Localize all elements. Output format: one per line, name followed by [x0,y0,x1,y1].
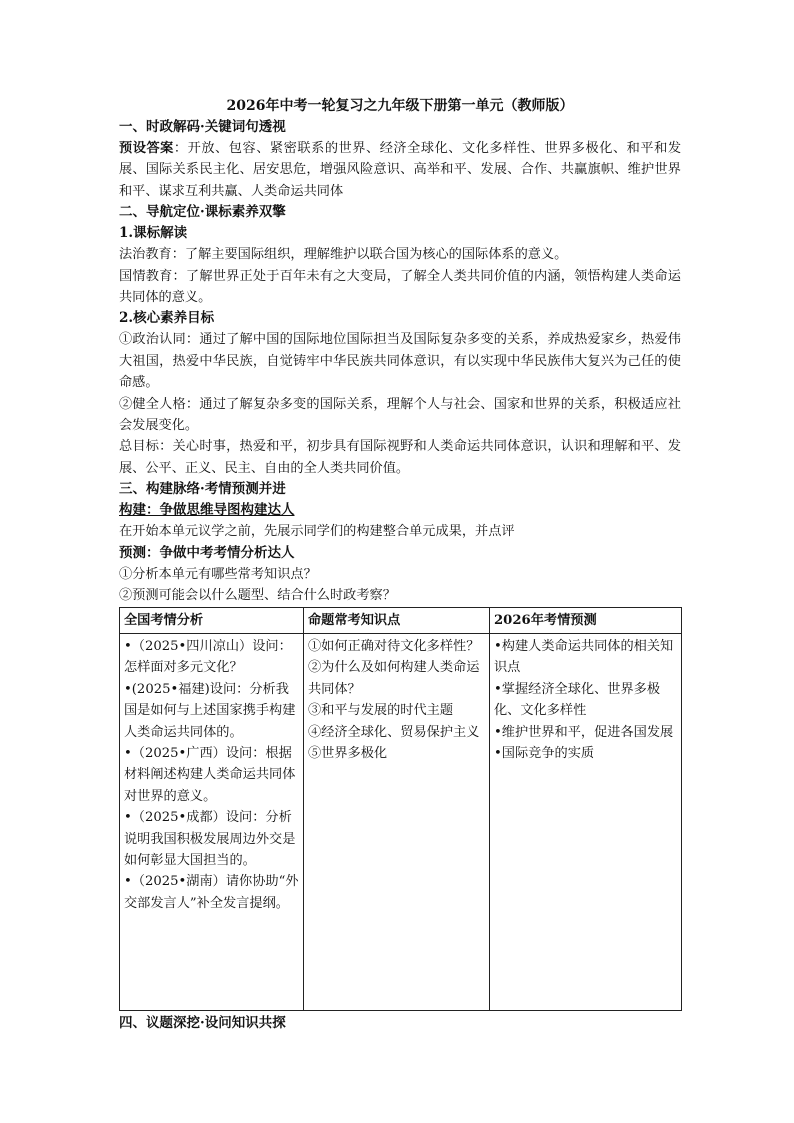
list-item: •（2025•成都）设问：分析说明我国积极发展周边外交是如何彰显大国担当的。 [124,810,296,868]
mindmap-text: 在开始本单元议学之前，先展示同学们的构建整合单元成果，并点评 [119,524,515,540]
list-item: ③和平与发展的时代主题 [308,703,454,719]
table-header-row [120,607,682,633]
table-header: 2026年考情预测 [490,607,682,633]
list-item: •（2025•四川凉山）设问：怎样面对多元文化？ [124,638,292,676]
list-item: •国际竞争的实质 [494,745,595,761]
list-item: ①如何正确对待文化多样性？ [308,638,480,654]
section-2-heading: 二、导航定位·课标素养双擎 [119,204,286,221]
section-4-heading: 四、议题深挖·设问知识共探 [119,1014,286,1031]
list-item: •掌握经济全球化、世界多极化、文化多样性 [494,681,661,719]
table-header: 全国考情分析 [120,607,304,633]
list-item: ④经济全球化、贸易保护主义 [308,724,480,740]
list-item: •（2025•广西）设问：根据材料阐述构建人类命运共同体对世界的意义。 [124,745,296,804]
core-literacy-subheading: 2.核心素养目标 [119,310,215,327]
law-education-text: 法治教育：了解主要国际组织，理解维护以联合国为核心的国际体系的意义。 [119,247,568,263]
prediction-question-2: ②预测可能会以什么题型、结合什么时政考察？ [119,588,396,604]
curriculum-subheading: 1.课标解读 [119,225,188,242]
table-header: 命题常考知识点 [304,607,490,633]
national-education-text: 国情教育：了解世界正处于百年未有之大变局，了解全人类共同价值的内涵，领悟构建人类命运共同体的意义。 [119,268,681,306]
table-row [120,633,682,1010]
answer-text: ：开放、包容、紧密联系的世界、经济全球化、文化多样性、世界多极化、和平和发展、国际关系民主化、居安思危，增强风险意识、高举和平、发展、合作、共赢旗帜、维护世界和平、谋求互利共赢、人类命运共同体 [119,141,682,199]
section-1-heading: 一、时政解码·关键词句透视 [119,119,286,135]
prediction-cell [490,633,682,1010]
section-3-heading: 三、构建脉络·考情预测并进 [119,481,286,498]
prediction-question-1: ①分析本单元有哪些常考知识点？ [119,566,317,582]
answer-label: 预设答案 [119,141,174,156]
document-page [119,96,681,1034]
mindmap-subheading: 构建：争做思维导图构建达人 [119,502,295,519]
list-item: •（2025•湖南）请你协助“外交部发言人”补全发言提纲。 [124,874,299,911]
list-item: •构建人类命运共同体的相关知识点 [494,638,674,676]
document-title: 2026年中考一轮复习之九年级下册第一单元（教师版） [226,98,574,114]
list-item: •(2025•福建)设问：分析我国是如何与上述国家携手构建人类命运共同体的。 [124,681,296,740]
list-item: ②为什么及如何构建人类命运共同体？ [308,660,480,697]
prediction-subheading: 预测：争做中考考情分析达人 [119,544,295,561]
list-item: ⑤世界多极化 [308,745,388,761]
list-item: •维护世界和平，促进各国发展 [494,724,674,740]
political-identity-text: ①政治认同：通过了解中国的国际地位国际担当及国际复杂多变的关系，养成热爱家乡，热爱伟大祖国，热爱中华民族，自觉铸牢中华民族共同体意识，有以实现中华民族伟大复兴为己任的使命感。 [119,332,681,391]
personality-text: ②健全人格：通过了解复杂多变的国际关系，理解个人与社会、国家和世界的关系，积极适应社会发展变化。 [119,396,681,434]
national-analysis-cell [120,633,304,1010]
exam-analysis-table [119,607,682,1011]
section-1-answer [119,138,681,202]
knowledge-points-cell [304,633,490,1010]
overall-goal-text: 总目标：关心时事，热爱和平，初步具有国际视野和人类命运共同体意识，认识和理解和平、发展、公平、正义、民主、自由的全人类共同价值。 [119,439,681,476]
